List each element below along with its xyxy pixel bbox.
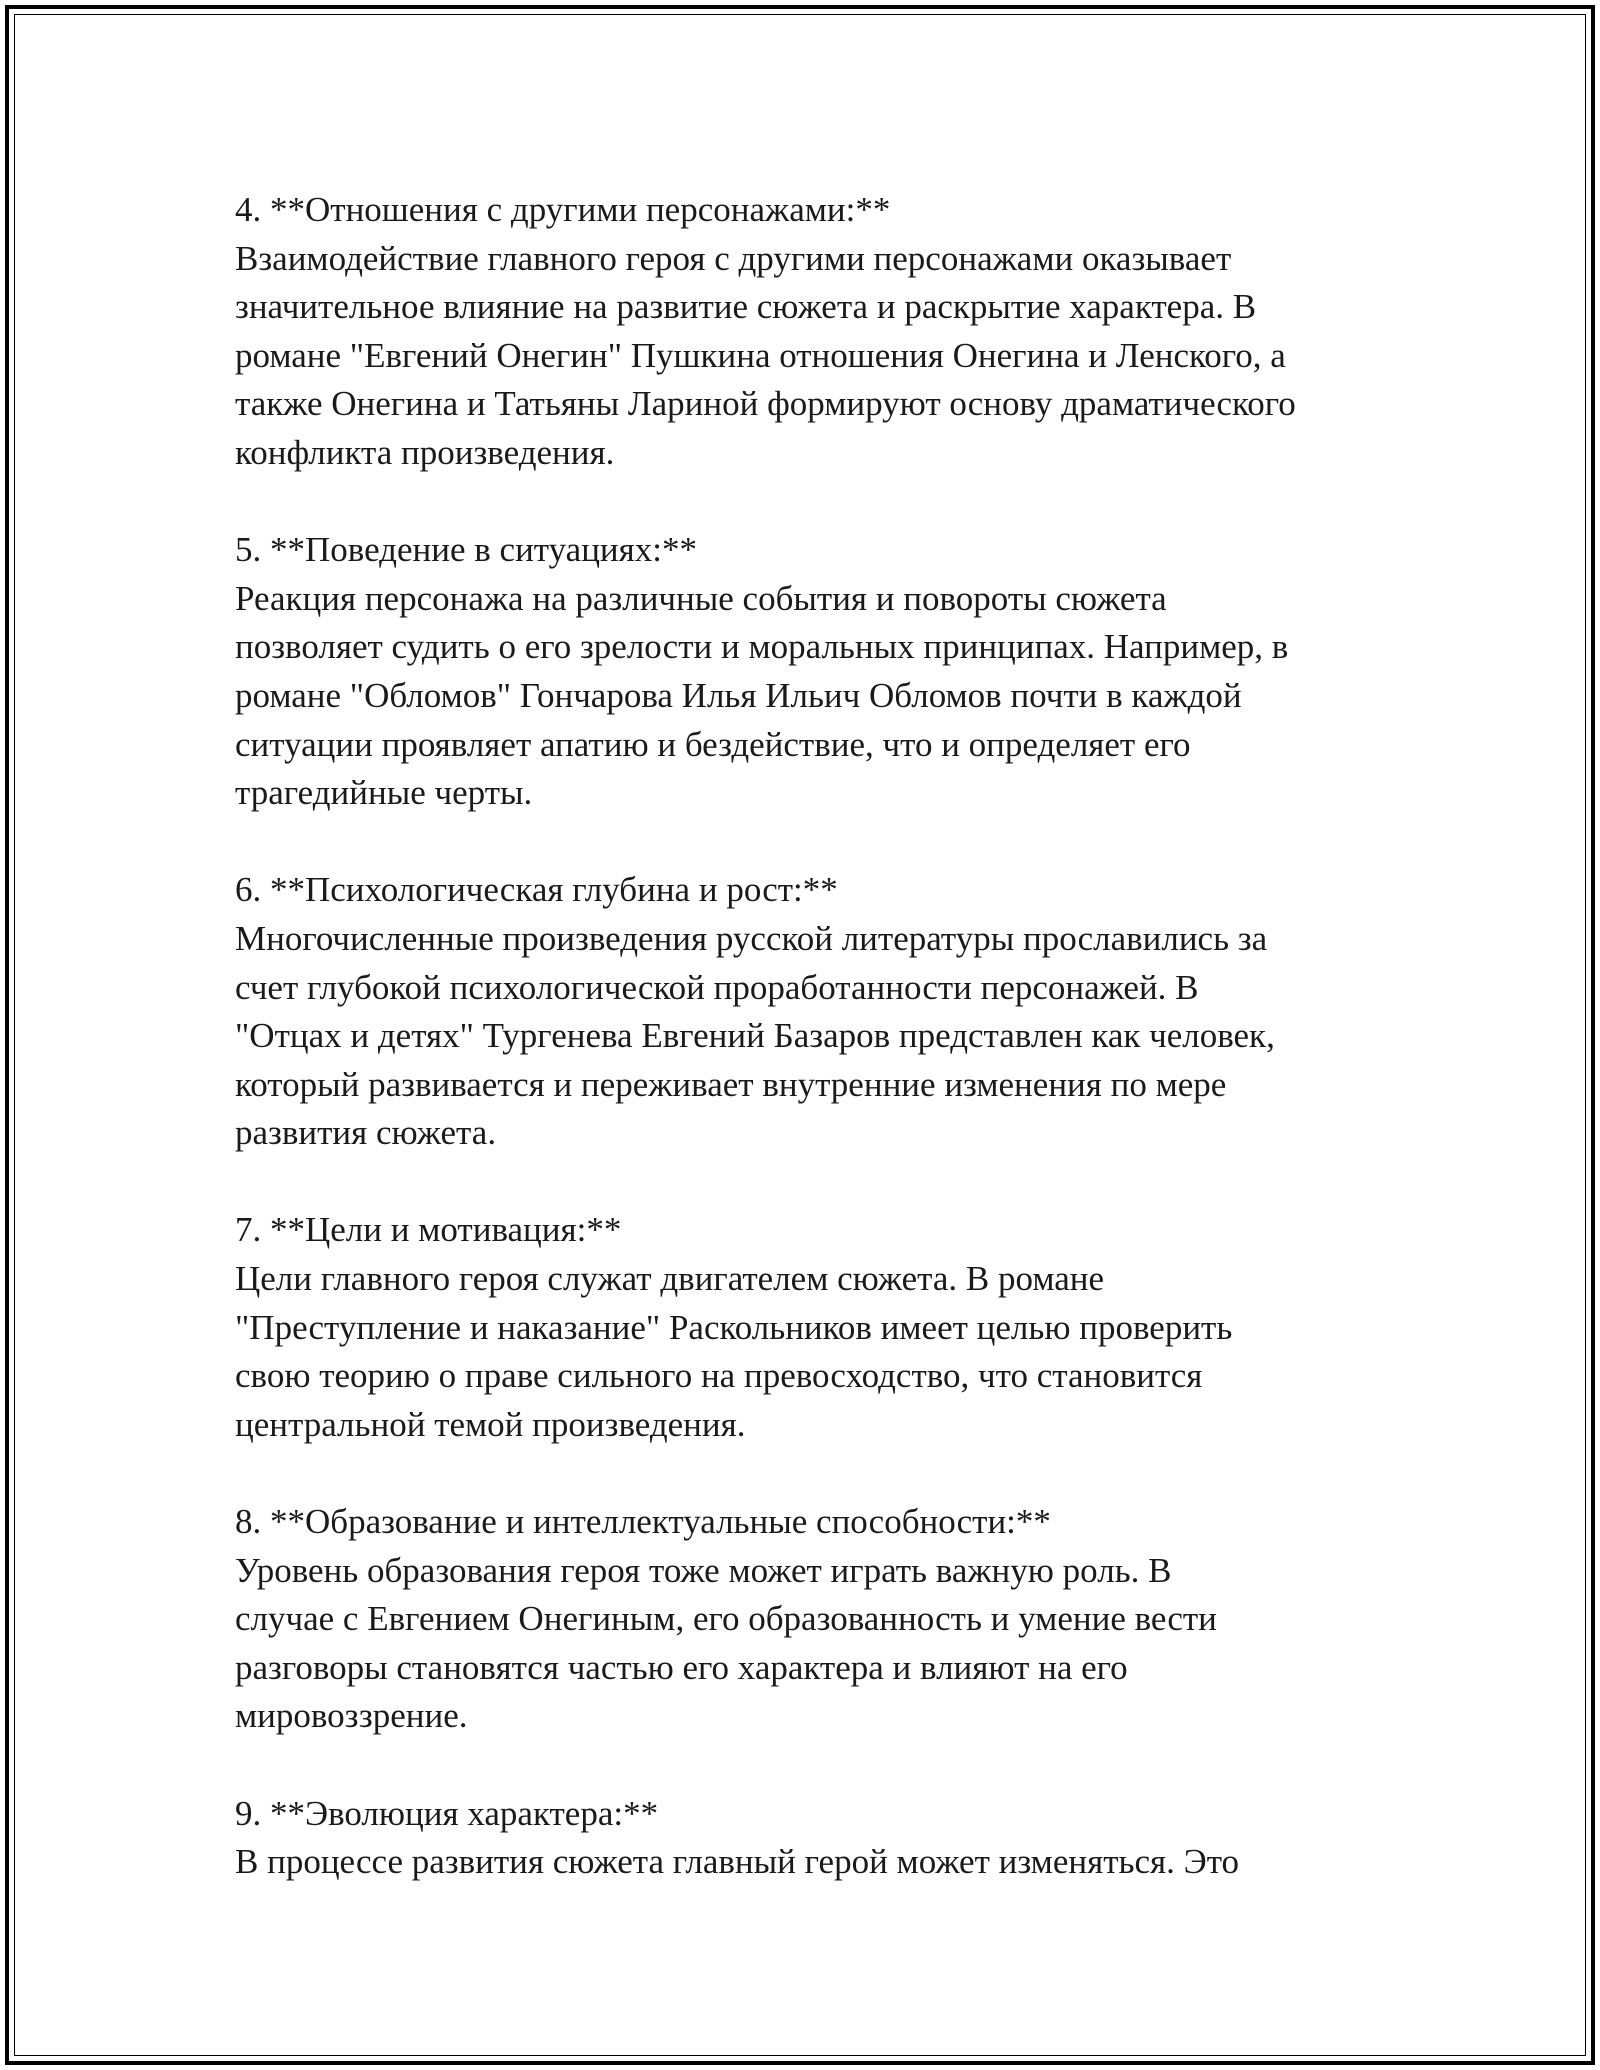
section-9: [235, 1790, 1405, 1887]
section-title: 6. **Психологическая глубина и рост:**: [235, 870, 838, 910]
section-body: Уровень образования героя тоже может играть важную роль. В случае с Евгением Онегиным, его образованность и умение вести разговоры становятся частью его характера и влияют на его мировоззрение.: [235, 1550, 1217, 1736]
section-8: [235, 1498, 1405, 1741]
document-content: [235, 186, 1405, 1935]
section-body: Взаимодействие главного героя с другими персонажами оказывает значительное влияние на развитие сюжета и раскрытие характера. В романе "Евгений Онегин" Пушкина отношения Онегина и Ленского, а также Онегина и Татьяны Лариной формируют основу драматического конфликта произведения.: [235, 238, 1296, 472]
section-7: [235, 1206, 1405, 1449]
section-title: 8. **Образование и интеллектуальные способности:**: [235, 1502, 1051, 1542]
section-5: [235, 526, 1405, 818]
section-title: 7. **Цели и мотивация:**: [235, 1210, 622, 1250]
section-body: Реакция персонажа на различные события и повороты сюжета позволяет судить о его зрелости и моральных принципах. Например, в романе "Обломов" Гончарова Илья Ильич Обломов почти в каждой ситуации проявляет апатию и бездействие, что и определяет его трагедийные черты.: [235, 578, 1289, 813]
section-body: В процессе развития сюжета главный герой может изменяться. Это: [235, 1842, 1240, 1882]
section-body: Цели главного героя служат двигателем сюжета. В романе "Преступление и наказание" Раскольников имеет целью проверить свою теорию о праве сильного на превосходство, что становится центральной темой произведения.: [235, 1259, 1233, 1444]
section-body: Многочисленные произведения русской литературы прославились за счет глубокой психологической проработанности персонажей. В "Отцах и детях" Тургенева Евгений Базаров представлен как человек, который развивается и переживает внутренние изменения по мере развития сюжета.: [235, 918, 1275, 1153]
section-title: 4. **Отношения с другими персонажами:**: [235, 190, 891, 229]
section-title: 9. **Эволюция характера:**: [235, 1793, 659, 1833]
section-title: 5. **Поведение в ситуациях:**: [235, 530, 697, 570]
section-4: [235, 186, 1405, 478]
section-6: [235, 866, 1405, 1158]
